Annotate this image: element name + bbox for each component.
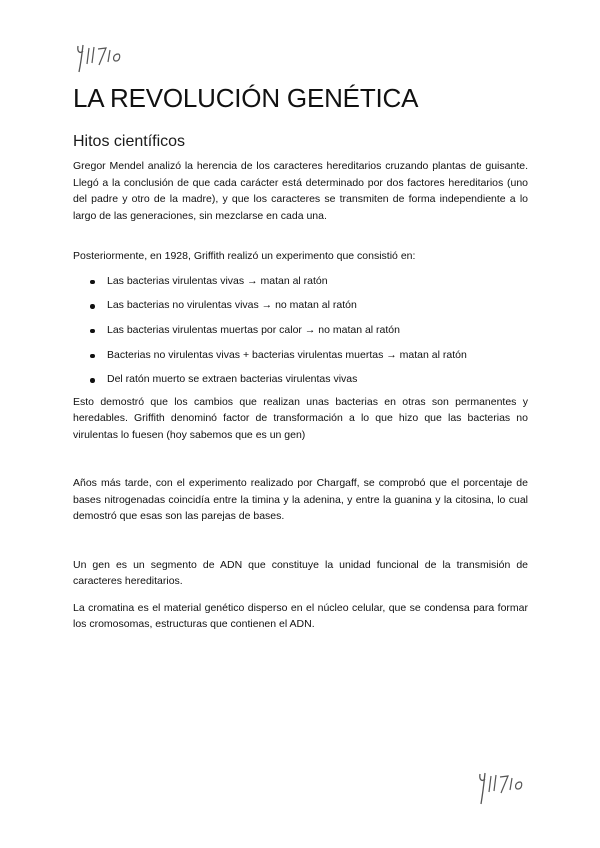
list-item <box>73 371 528 388</box>
paragraph-mendel: Gregor Mendel analizó la herencia de los caracteres hereditarios cruzando plantas de guisante. Llegó a la conclusión de que cada carácter está determinado por dos factores hereditarios (uno del padre y otro de la madre), y que los caracteres se transmiten de forma independiente a lo largo de las generaciones, sin mezclarse en cada una. <box>73 160 528 222</box>
paragraph-griffith-conclusion: Esto demostró que los cambios que realizan unas bacterias en otras son permanentes y heredables. Griffith denominó factor de transformación a lo que hizo que las bacterias no virulentas lo fuesen (hoy sabemos que es un gen) <box>73 395 528 441</box>
list-item <box>73 297 528 314</box>
list-item-text: Bacterias no virulentas vivas + bacterias virulentas muertas → matan al ratón <box>107 348 467 361</box>
list-item-text: Del ratón muerto se extraen bacterias virulentas vivas <box>107 373 358 386</box>
paragraph-gene-definition: Un gen es un segmento de ADN que constituye la unidad funcional de la transmisión de caracteres hereditarios. <box>73 558 528 588</box>
bullet-icon <box>90 354 95 359</box>
bullet-icon <box>90 378 95 383</box>
paragraph-griffith-intro: Posteriormente, en 1928, Griffith realizó un experimento que consistió en: <box>73 250 416 262</box>
bullet-icon <box>90 280 95 285</box>
list-item <box>73 347 528 364</box>
list-item-text: Las bacterias no virulentas vivas → no matan al ratón <box>107 299 357 312</box>
list-item-text: Las bacterias virulentas muertas por calor → no matan al ratón <box>107 323 400 336</box>
signature-top <box>74 40 130 76</box>
section-title: Hitos científicos <box>73 133 186 150</box>
bullet-icon <box>90 329 95 334</box>
paragraph-chromatin-definition: La cromatina es el material genético disperso en el núcleo celular, que se condensa para formar los cromosomas, estructuras que contienen el ADN. <box>73 601 528 631</box>
list-item <box>73 322 528 339</box>
list-item-text: Las bacterias virulentas vivas → matan al ratón <box>107 274 328 287</box>
paragraph-chargaff: Años más tarde, con el experimento realizado por Chargaff, se comprobó que el porcentaje de bases nitrogenadas coincidía entre la timina y la adenina, y entre la guanina y la citosina, lo cual demostró que esas son las parejas de bases. <box>73 477 528 523</box>
document-title: LA REVOLUCIÓN GENÉTICA <box>73 83 419 113</box>
list-item <box>73 273 528 290</box>
document-page <box>73 78 528 633</box>
bullet-icon <box>90 304 95 309</box>
signature-bottom <box>476 768 532 808</box>
griffith-steps-list <box>73 273 528 388</box>
